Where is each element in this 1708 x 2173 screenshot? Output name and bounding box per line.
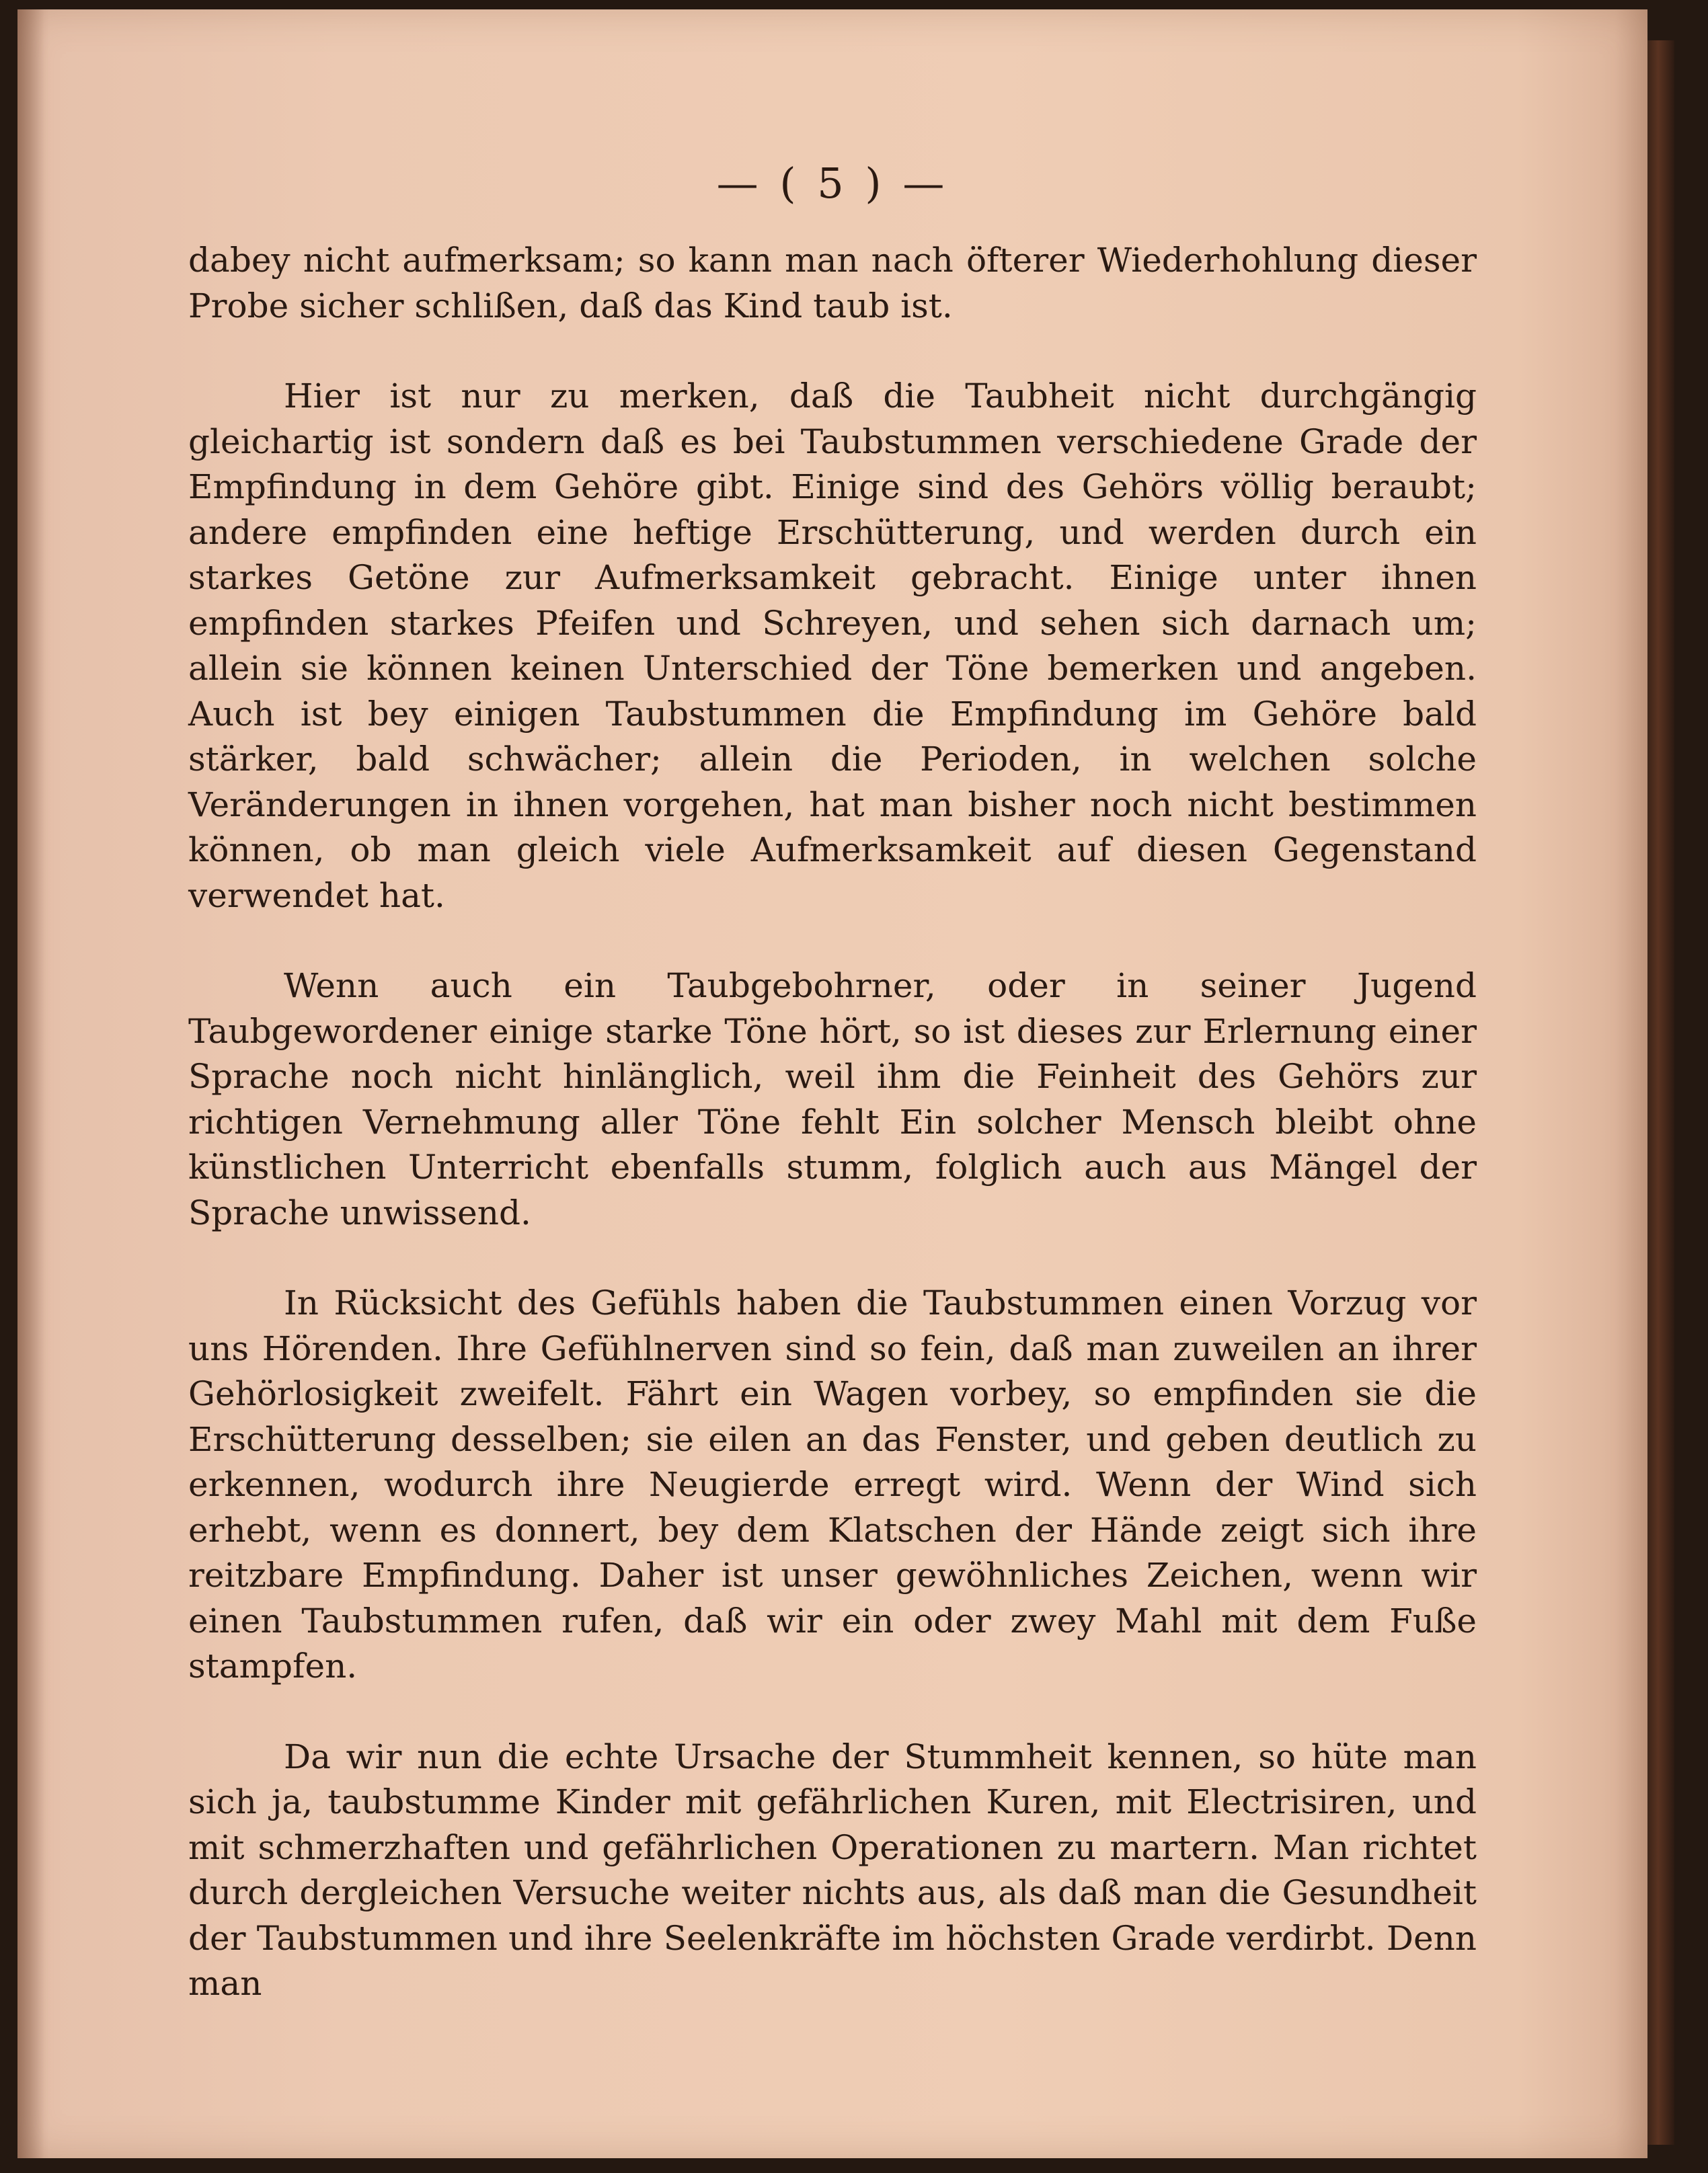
book-page [17, 9, 1647, 2158]
paragraph-1: dabey nicht aufmerksam; so kann man nach öfterer Wiederhohlung dieser Probe sicher schlißen, daß das Kind taub ist. [188, 241, 1477, 325]
book-cover-edge [1647, 40, 1674, 2145]
paragraph-5: Da wir nun die echte Ursache der Stummheit kennen, so hüte man sich ja, taubstumme Kinder mit gefährlichen Kuren, mit Electrisiren, und mit schmerzhaften und gefährlichen Operationen zu martern. Man richtet durch dergleichen Versuche weiter nichts aus, als daß man die Gesundheit der Taubstummen und ihre Seelenkräfte im höchsten Grade verdirbt. Denn man [188, 1737, 1477, 2003]
page-number-header: — ( 5 ) — [716, 159, 949, 208]
page-body [188, 238, 1477, 2052]
gutter-shadow [17, 9, 44, 2158]
paragraph-3: Wenn auch ein Taubgebohrner, oder in seiner Jugend Taubgewordener einige starke Töne hört, so ist dieses zur Erlernung einer Sprache noch nicht hinlänglich, weil ihm die Feinheit des Gehörs zur richtigen Vernehmung aller Töne fehlt Ein solcher Mensch bleibt ohne künstlichen Unterricht ebenfalls stumm, folglich auch aus Mängel der Sprache unwissend. [188, 966, 1477, 1232]
paragraph-4: In Rücksicht des Gefühls haben die Taubstummen einen Vorzug vor uns Hörenden. Ihre Gefühlnerven sind so fein, daß man zuweilen an ihrer Gehörlosigkeit zweifelt. Fährt ein Wagen vorbey, so empfinden sie die Erschütterung desselben; sie eilen an das Fenster, und geben deutlich zu erkennen, wodurch ihre Neugierde erregt wird. Wenn der Wind sich erhebt, wenn es donnert, bey dem Klatschen der Hände zeigt sich ihre reitzbare Empfindung. Daher ist unser gewöhnliches Zeichen, wenn wir einen Taubstummen rufen, daß wir ein oder zwey Mahl mit dem Fuße stampfen. [188, 1283, 1477, 1686]
paragraph-2: Hier ist nur zu merken, daß die Taubheit nicht durchgängig gleichartig ist sondern daß es bei Taubstummen verschiedene Grade der Empfindung in dem Gehöre gibt. Einige sind des Gehörs völlig beraubt; andere empfinden eine heftige Erschütterung, und werden durch ein starkes Getöne zur Aufmerksamkeit gebracht. Einige unter ihnen empfinden starkes Pfeifen und Schreyen, und sehen sich darnach um; allein sie können keinen Unterschied der Töne bemerken und angeben. Auch ist bey einigen Taubstummen die Empfindung im Gehöre bald stärker, bald schwächer; allein die Perioden, in welchen solche Veränderungen in ihnen vorgehen, hat man bisher noch nicht bestimmen können, ob man gleich viele Aufmerksamkeit auf diesen Gegenstand verwendet hat. [188, 377, 1477, 915]
